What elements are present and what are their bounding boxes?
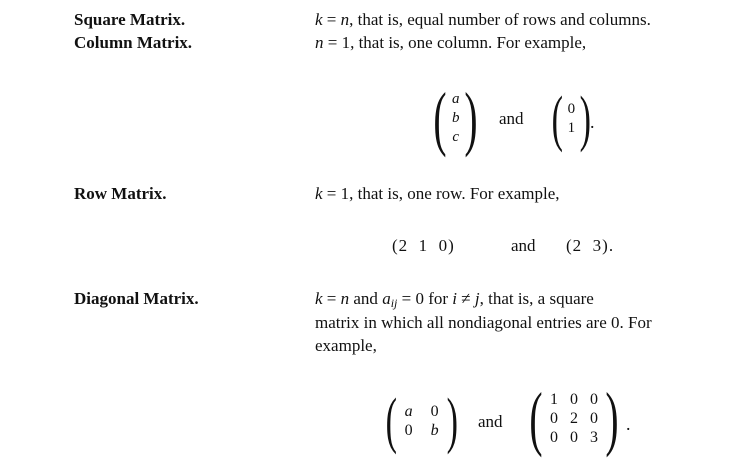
right-paren: ) (579, 85, 592, 153)
def-text: and (349, 289, 383, 308)
matrix-entry: 1 (567, 120, 576, 136)
var-a: a (382, 289, 391, 308)
term-row-matrix: Row Matrix. (74, 184, 167, 203)
def-diagonal-line1 (315, 288, 594, 314)
left-paren: ( (385, 387, 398, 455)
matrix-entry: c (452, 128, 460, 145)
var-i: i (452, 289, 458, 308)
matrix-entry: a (451, 90, 460, 107)
term-diagonal-matrix: Diagonal Matrix. (74, 289, 199, 308)
conjunction-and: and (499, 109, 524, 128)
row-matrix-23: (2 3). (566, 236, 615, 255)
diagonal-matrix-2x2 (381, 387, 462, 455)
term-column-matrix: Column Matrix. (74, 33, 193, 52)
diagonal-matrix-3x3 (524, 378, 624, 458)
matrix-entry: a (404, 403, 413, 420)
row-matrix-210: (2 1 0) (392, 236, 455, 255)
matrix-entry: 0 (589, 390, 598, 408)
def-diagonal-line2: matrix in which all nondiagonal entries are 0. For (315, 313, 652, 332)
def-diagonal-line3: example, (315, 336, 377, 355)
matrix-entry: 0 (430, 403, 439, 420)
def-text: = 1, that is, one row. For example, (322, 184, 560, 203)
matrix-entries (568, 100, 576, 138)
matrix-entry: 0 (404, 422, 413, 439)
def-text: = (322, 289, 341, 308)
left-paren: ( (551, 85, 564, 153)
left-paren: ( (529, 378, 543, 458)
right-paren: ) (605, 378, 619, 458)
right-paren: ) (446, 387, 458, 455)
matrix-entries (548, 390, 600, 447)
def-text: ≠ (457, 289, 475, 308)
var-n: n (315, 33, 324, 52)
term-square-matrix: Square Matrix. (74, 10, 186, 29)
var-j: j (474, 289, 480, 308)
conjunction-and: and (478, 412, 503, 431)
def-text: , that is, equal number of rows and columns. (349, 10, 651, 29)
matrix-entry: 0 (589, 409, 598, 427)
conjunction-and: and (511, 236, 536, 255)
right-paren: ) (464, 78, 479, 158)
var-k: k (315, 184, 323, 203)
matrix-entry: 0 (569, 390, 578, 408)
matrix-entry: 1 (549, 390, 558, 408)
var-k: k (315, 289, 323, 308)
def-text: = 1, that is, one column. For example, (323, 33, 587, 52)
trailing-period: . (590, 112, 595, 132)
def-text: , that is, a square (479, 289, 594, 308)
matrix-entry: 0 (567, 101, 576, 117)
matrix-entries (452, 90, 460, 147)
def-column-matrix (315, 32, 586, 53)
matrix-entry: 0 (549, 428, 558, 446)
matrix-entry: 3 (589, 428, 598, 446)
matrix-entry: b (430, 422, 439, 439)
matrix-entry: 2 (569, 409, 578, 427)
def-square-matrix (315, 9, 651, 30)
matrix-entry: 0 (569, 428, 578, 446)
def-text: = (322, 10, 341, 29)
trailing-period: . (626, 414, 631, 434)
subscript-ij: ij (390, 296, 398, 310)
column-matrix-01 (547, 85, 596, 153)
left-paren: ( (433, 78, 447, 158)
matrix-entry: b (451, 109, 460, 126)
def-row-matrix (315, 183, 560, 204)
column-matrix-abc (428, 78, 483, 158)
var-n: n (340, 289, 350, 308)
matrix-entry: 0 (549, 409, 558, 427)
var-n: n (340, 10, 350, 29)
matrix-entries (402, 402, 442, 440)
def-text: = 0 for (397, 289, 453, 308)
var-k: k (315, 10, 323, 29)
